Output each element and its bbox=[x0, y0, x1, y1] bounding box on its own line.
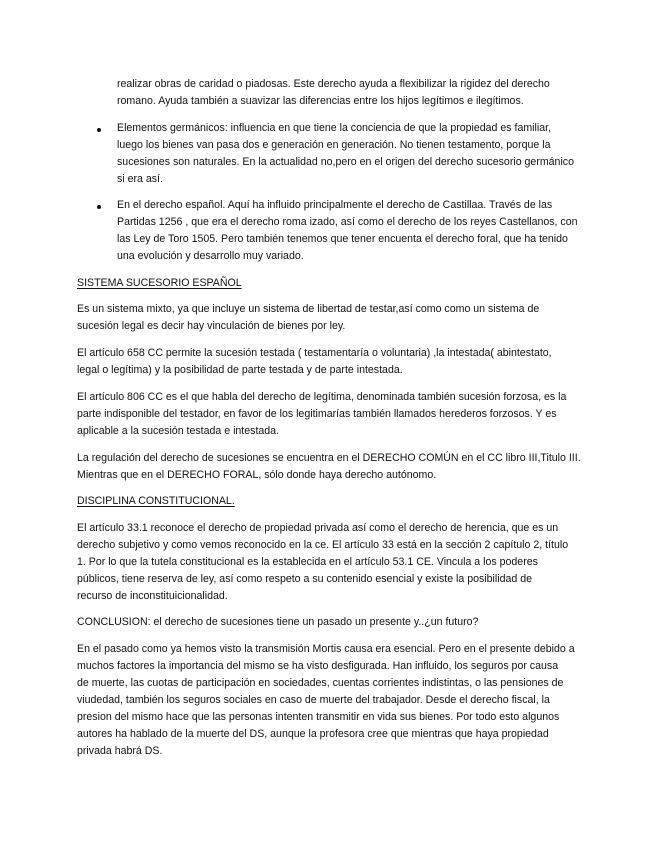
bullet-1-line: sucesiones son naturales. En la actualidad no,pero en el origen del derecho sucesorio germánico bbox=[117, 156, 574, 168]
bullet-1-line: si era así. bbox=[117, 173, 163, 185]
paragraph-line: recurso de inconstituicionalidad. bbox=[77, 590, 228, 602]
bullet-marker bbox=[97, 205, 101, 209]
paragraph-line: legal o legítima) y la posibilidad de parte testada y de parte intestada. bbox=[77, 364, 403, 376]
paragraph-line: En el pasado como ya hemos visto la transmisión Mortis causa era esencial. Pero en el presente debido a bbox=[77, 643, 575, 655]
paragraph-line: derecho subjetivo y como vemos reconocido en la ce. El artículo 33 está en la sección 2 capítulo 2, título bbox=[77, 539, 569, 551]
bullet-2-line: En el derecho español. Aquí ha influido principalmente el derecho de Castillaa. Través de las bbox=[117, 199, 553, 211]
bullet-1-line: Elementos germánicos: influencia en que tiene la conciencia de que la propiedad es familiar, bbox=[117, 122, 552, 134]
bullet-2-line: las Ley de Toro 1505. Pero también tenemos que tener encuenta el derecho foral, que ha tenido bbox=[117, 233, 568, 245]
paragraph-line: aplicable a la sucesión testada e intestada. bbox=[77, 425, 280, 437]
paragraph-line: públicos, tiene reserva de ley, así como respeto a su contenido esencial y existe la posibilidad de bbox=[77, 573, 533, 585]
bullet-2-line: una evolución y desarrollo muy variado. bbox=[117, 250, 304, 262]
bullet-1-line: luego los bienes van pasa dos e generación en generación. No tienen testamento, porque la bbox=[117, 139, 551, 151]
paragraph-line: parte indisponible del testador, en favor de los legitimarías también llamados herederos forzosos. Y es bbox=[77, 408, 557, 420]
continued-bullet-line: romano. Ayuda también a suavizar las diferencias entre los hijos legítimos e ilegítimos. bbox=[117, 95, 524, 107]
paragraph-line: 1. Por lo que la tutela constitucional es la establecida en el artículo 53.1 CE. Vincula a los poderes bbox=[77, 556, 538, 568]
paragraph-line: presion del mismo hace que las personas intenten transmitir en vida sus bienes. Por todo esto algunos bbox=[77, 711, 560, 723]
paragraph-line: de muerte, las cuotas de participación en sociedades, cuentas corrientes indistintas, o las pensiones de bbox=[77, 677, 564, 689]
paragraph-line: autores ha hablado de la muerte del DS, aunque la profesora cree que mientras que haya propiedad bbox=[77, 728, 549, 740]
section-heading-disciplina-constitucional: DISCIPLINA CONSTITUCIONAL. bbox=[77, 495, 235, 507]
section-heading-sistema-sucesorio: SISTEMA SUCESORIO ESPAÑOL bbox=[77, 277, 242, 289]
paragraph-line: El artículo 658 CC permite la sucesión testada ( testamentaría o voluntaria) ,la intestada( abintestato, bbox=[77, 347, 552, 359]
paragraph-line: La regulación del derecho de sucesiones se encuentra en el DERECHO COMÚN en el CC libro III,Titulo III. bbox=[77, 452, 581, 464]
continued-bullet-line: realizar obras de caridad o piadosas. Este derecho ayuda a flexibilizar la rigidez del derecho bbox=[117, 78, 550, 90]
bullet-2-line: Partidas 1256 , que era el derecho roma izado, así como el derecho de los reyes Castellanos, con bbox=[117, 216, 578, 228]
paragraph-line: muchos factores la importancia del mismo se ha visto desfigurada. Han influido, los seguros por causa bbox=[77, 660, 559, 672]
paragraph-line: viudedad, también los seguros sociales en caso de muerte del trabajador. Desde el derecho fiscal, la bbox=[77, 694, 550, 706]
paragraph-line: privada habrá DS. bbox=[77, 745, 163, 757]
paragraph-line: Es un sistema mixto, ya que incluye un sistema de libertad de testar,así como como un sistema de bbox=[77, 303, 540, 315]
paragraph-line: El artículo 806 CC es el que habla del derecho de legítima, denominada también sucesión forzosa, es la bbox=[77, 391, 567, 403]
paragraph-line-conclusion: CONCLUSION: el derecho de sucesiones tiene un pasado un presente y..¿un futuro? bbox=[77, 616, 479, 628]
paragraph-line: Mientras que en el DERECHO FORAL, sólo donde haya derecho autónomo. bbox=[77, 469, 437, 481]
paragraph-line: sucesión legal es decir hay vinculación de bienes por ley. bbox=[77, 320, 346, 332]
bullet-marker bbox=[97, 128, 101, 132]
paragraph-line: El artículo 33.1 reconoce el derecho de propiedad privada así como el derecho de herencia, que es un bbox=[77, 522, 559, 534]
